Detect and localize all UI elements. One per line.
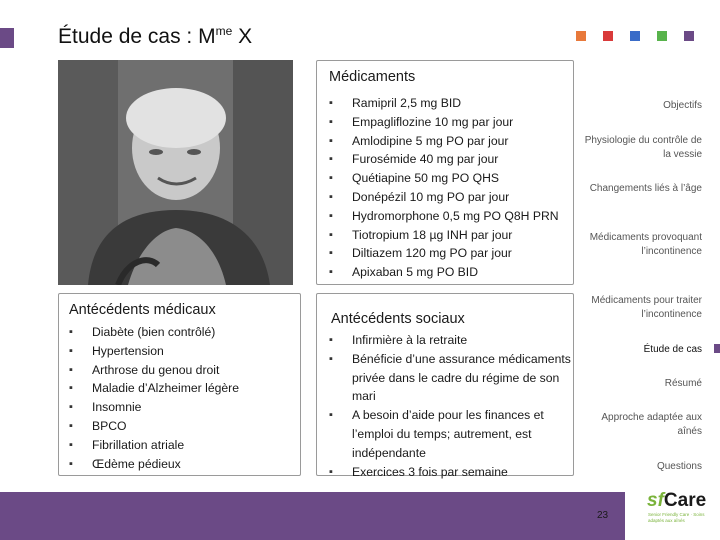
social-history-item: ▪ Infirmière à la retraite <box>329 331 571 350</box>
medical-history-heading: Antécédents médicaux <box>69 302 216 318</box>
social-history-list <box>329 331 571 481</box>
medical-history-item: ▪ Hypertension <box>69 342 297 361</box>
medical-history-item: ▪ Maladie d’Alzheimer légère <box>69 379 297 398</box>
square-purple <box>684 31 694 41</box>
medical-history-item: ▪ Fibrillation atriale <box>69 436 297 455</box>
medical-history-item: ▪ Insomnie <box>69 398 297 417</box>
color-squares <box>576 31 694 41</box>
square-blue <box>630 31 640 41</box>
corner-accent-square <box>0 28 14 48</box>
medication-item: ▪ Furosémide 40 mg par jour <box>329 150 571 169</box>
social-history-heading: Antécédents sociaux <box>331 311 465 327</box>
active-nav-marker <box>714 344 720 353</box>
nav-item-physiologie[interactable]: Physiologie du contrôle de la vessie <box>584 135 702 160</box>
medications-heading: Médicaments <box>329 69 416 85</box>
logo-tagline: Senior Friendly Care · Soins adaptés aux aînés <box>648 512 705 523</box>
social-history-item: ▪ A besoin d’aide pour les finances et l’emploi du temps; autrement, est indépendante <box>329 406 571 462</box>
medications-list <box>329 94 571 282</box>
title-superscript: me <box>215 24 233 38</box>
medication-item: ▪ Quétiapine 50 mg PO QHS <box>329 169 571 188</box>
nav-item-changements[interactable]: Changements liés à l’âge <box>589 183 702 194</box>
page-number: 23 <box>597 510 609 521</box>
title-end: X <box>232 25 253 48</box>
medical-history-item: ▪ Œdème pédieux <box>69 455 297 474</box>
logo-name: Care <box>663 490 707 511</box>
square-orange <box>576 31 586 41</box>
patient-photo <box>58 60 293 285</box>
medical-history-item: ▪ BPCO <box>69 417 297 436</box>
medication-item: ▪ Donépézil 10 mg PO par jour <box>329 188 571 207</box>
nav-item-medicaments-traiter[interactable]: Médicaments pour traiter l’incontinence <box>591 295 702 320</box>
medical-history-list <box>69 323 297 473</box>
page-title <box>58 24 252 49</box>
footer-bar <box>0 492 720 540</box>
medication-item: ▪ Apixaban 5 mg PO BID <box>329 263 571 282</box>
portrait-photo-icon <box>58 60 293 285</box>
medication-item: ▪ Diltiazem 120 mg PO par jour <box>329 244 571 263</box>
medication-item: ▪ Tiotropium 18 µg INH par jour <box>329 226 571 245</box>
nav-item-approche[interactable]: Approche adaptée aux aînés <box>601 412 702 437</box>
medication-item: ▪ Ramipril 2,5 mg BID <box>329 94 571 113</box>
nav-item-questions[interactable]: Questions <box>656 461 702 472</box>
medication-item: ▪ Amlodipine 5 mg PO par jour <box>329 132 571 151</box>
social-history-panel <box>316 293 574 479</box>
social-history-item: ▪ Exercices 3 fois par semaine <box>329 463 571 482</box>
medication-item: ▪ Hydromorphone 0,5 mg PO Q8H PRN <box>329 207 571 226</box>
logo-prefix: sf <box>647 490 664 511</box>
title-main: Étude de cas : M <box>58 25 216 48</box>
medical-history-item: ▪ Arthrose du genou droit <box>69 361 297 380</box>
medical-history-item: ▪ Diabète (bien contrôlé) <box>69 323 297 342</box>
square-red <box>603 31 613 41</box>
medications-panel <box>316 60 574 285</box>
nav-item-medicaments-provoquant[interactable]: Médicaments provoquant l’incontinence <box>589 232 702 257</box>
nav-item-objectifs[interactable]: Objectifs <box>663 100 702 111</box>
nav-item-resume[interactable]: Résumé <box>664 378 702 389</box>
nav-item-etude-de-cas[interactable]: Étude de cas <box>643 344 702 355</box>
medication-item: ▪ Empagliflozine 10 mg par jour <box>329 113 571 132</box>
social-history-item: ▪ Bénéficie d’une assurance médicaments privée dans le cadre du régime de son mari <box>329 350 571 406</box>
sfcare-logo <box>647 490 706 512</box>
square-green <box>657 31 667 41</box>
medical-history-panel <box>58 293 301 476</box>
